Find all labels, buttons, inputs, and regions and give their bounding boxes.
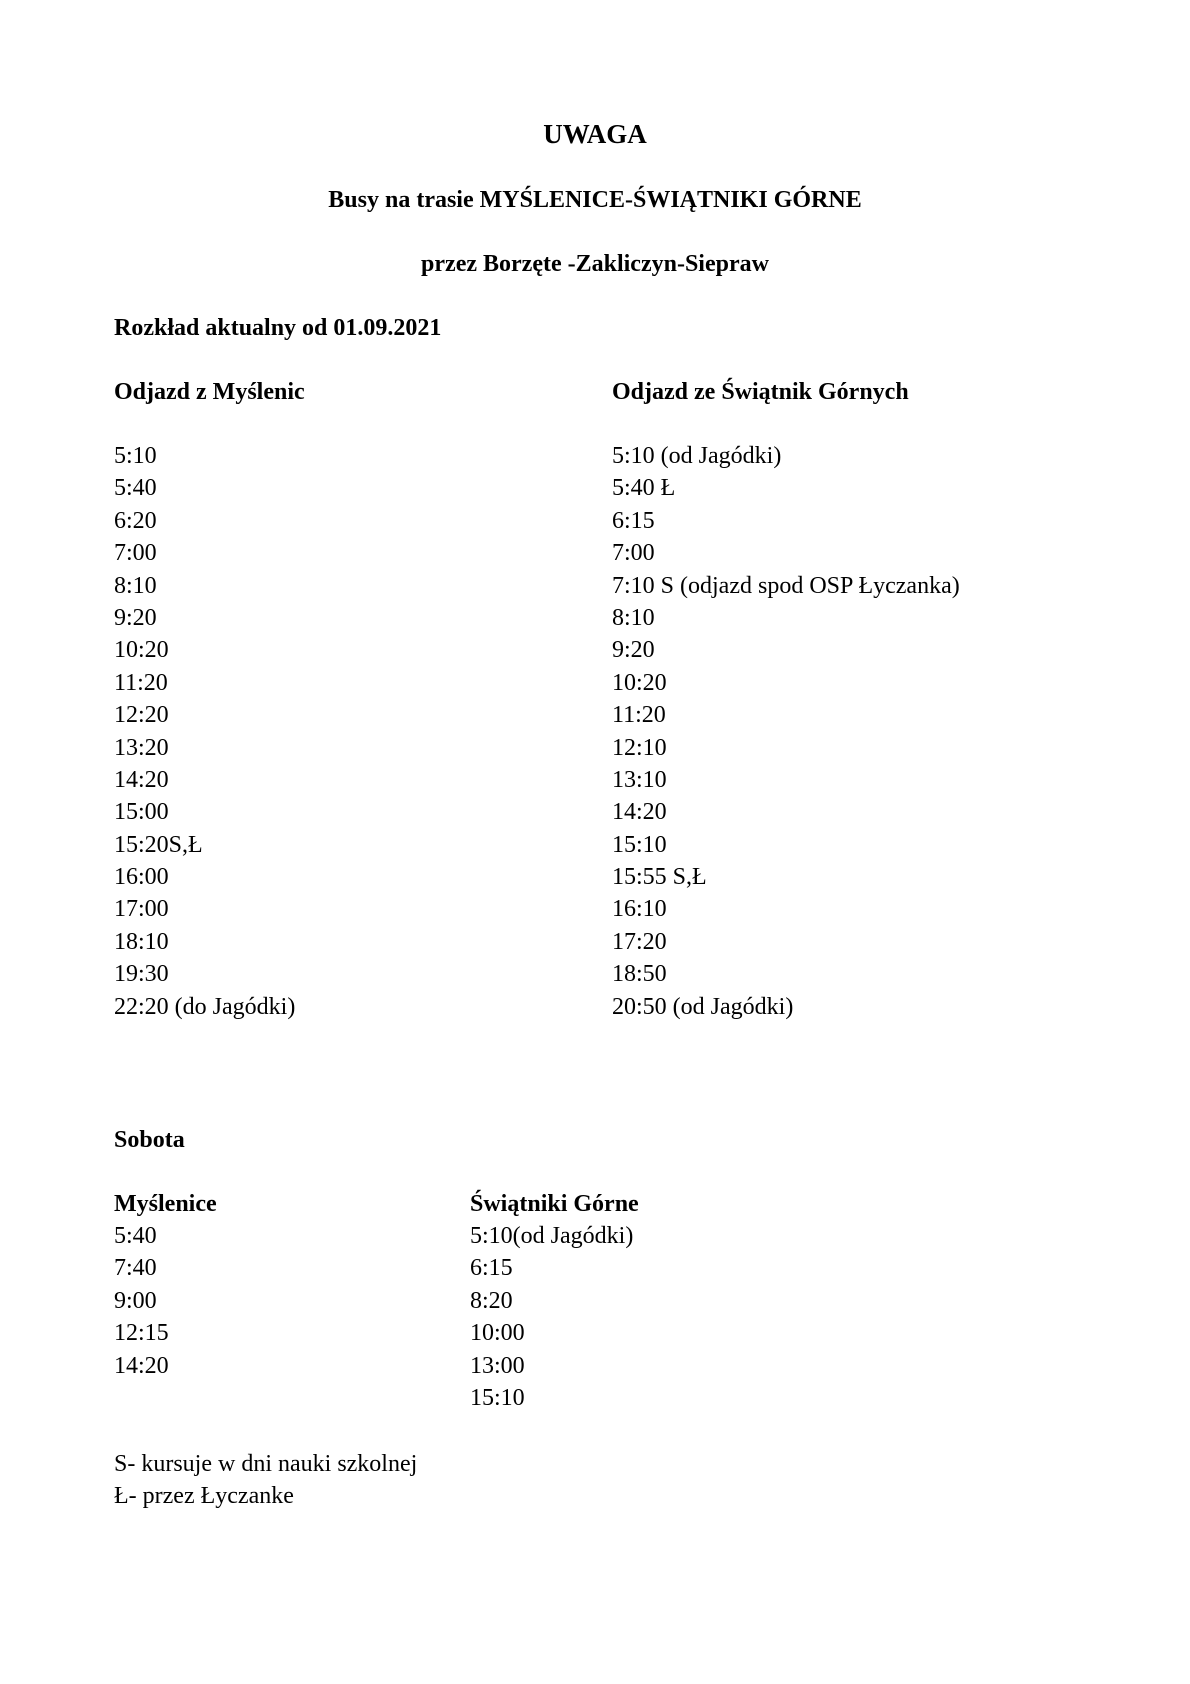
time-entry: 7:00 xyxy=(612,540,655,567)
time-entry: 5:10 (od Jagódki) xyxy=(612,443,782,469)
time-entry: 12:15 xyxy=(114,1320,169,1347)
weekday-left-times xyxy=(114,440,295,1023)
saturday-left-header: Myślenice xyxy=(114,1191,217,1217)
weekday-right-header: Odjazd ze Świątnik Górnych xyxy=(612,379,909,405)
time-entry: 12:20 xyxy=(114,702,169,729)
time-entry: 7:40 xyxy=(114,1255,157,1282)
route-line: Busy na trasie MYŚLENICE-ŚWIĄTNIKI GÓRNE xyxy=(328,187,862,213)
weekday-left-header: Odjazd z Myślenic xyxy=(114,379,305,405)
time-entry: 15:10 xyxy=(612,831,667,858)
time-entry: 6:20 xyxy=(114,507,157,534)
time-entry: 9:20 xyxy=(114,604,157,631)
legend-s: S- kursuje w dni nauki szkolnej xyxy=(114,1451,418,1477)
time-entry: 19:30 xyxy=(114,961,169,988)
time-entry: 16:00 xyxy=(114,864,169,891)
saturday-right-times xyxy=(470,1220,633,1414)
time-entry: 18:10 xyxy=(114,928,169,955)
time-entry: 10:20 xyxy=(114,637,169,664)
time-entry: 16:10 xyxy=(612,896,667,923)
time-entry: 5:10 xyxy=(114,443,157,469)
time-entry: 18:50 xyxy=(612,961,667,988)
time-entry: 9:00 xyxy=(114,1287,157,1314)
time-entry: 9:20 xyxy=(612,637,655,664)
saturday-right-header: Świątniki Górne xyxy=(470,1191,639,1217)
time-entry: 14:20 xyxy=(114,1352,169,1379)
time-entry: 17:00 xyxy=(114,896,169,923)
time-entry: 15:20S,Ł xyxy=(114,831,203,858)
time-entry: 7:00 xyxy=(114,540,157,567)
time-entry: 5:40 Ł xyxy=(612,475,676,502)
saturday-title: Sobota xyxy=(114,1127,185,1153)
time-entry: 10:20 xyxy=(612,669,667,696)
time-entry: 14:20 xyxy=(114,766,169,793)
time-entry: 6:15 xyxy=(470,1255,513,1282)
time-entry: 17:20 xyxy=(612,928,667,955)
time-entry: 8:10 xyxy=(114,572,157,599)
time-entry: 11:20 xyxy=(612,702,666,729)
time-entry: 13:00 xyxy=(470,1352,525,1379)
page-title: UWAGA xyxy=(543,119,647,149)
time-entry: 7:10 S (odjazd spod OSP Łyczanka) xyxy=(612,572,960,599)
weekday-right-times xyxy=(612,440,960,1023)
time-entry: 8:20 xyxy=(470,1287,513,1314)
time-entry: 10:00 xyxy=(470,1320,525,1347)
time-entry: 8:10 xyxy=(612,604,655,631)
time-entry: 15:00 xyxy=(114,799,169,826)
time-entry: 11:20 xyxy=(114,669,168,696)
saturday-left-times xyxy=(114,1220,169,1382)
time-entry: 13:10 xyxy=(612,766,667,793)
time-entry: 12:10 xyxy=(612,734,667,761)
time-entry: 13:20 xyxy=(114,734,169,761)
time-entry: 15:55 S,Ł xyxy=(612,864,707,891)
time-entry: 14:20 xyxy=(612,799,667,826)
time-entry: 6:15 xyxy=(612,507,655,534)
time-entry: 5:10(od Jagódki) xyxy=(470,1223,634,1249)
schedule-valid-date: Rozkład aktualny od 01.09.2021 xyxy=(114,315,442,341)
time-entry: 5:40 xyxy=(114,475,157,502)
time-entry: 20:50 (od Jagódki) xyxy=(612,993,794,1020)
time-entry: 22:20 (do Jagódki) xyxy=(114,993,296,1020)
via-line: przez Borzęte -Zakliczyn-Siepraw xyxy=(421,251,769,277)
legend-l: Ł- przez Łyczanke xyxy=(114,1483,294,1509)
time-entry: 5:40 xyxy=(114,1223,157,1249)
time-entry: 15:10 xyxy=(470,1384,525,1411)
